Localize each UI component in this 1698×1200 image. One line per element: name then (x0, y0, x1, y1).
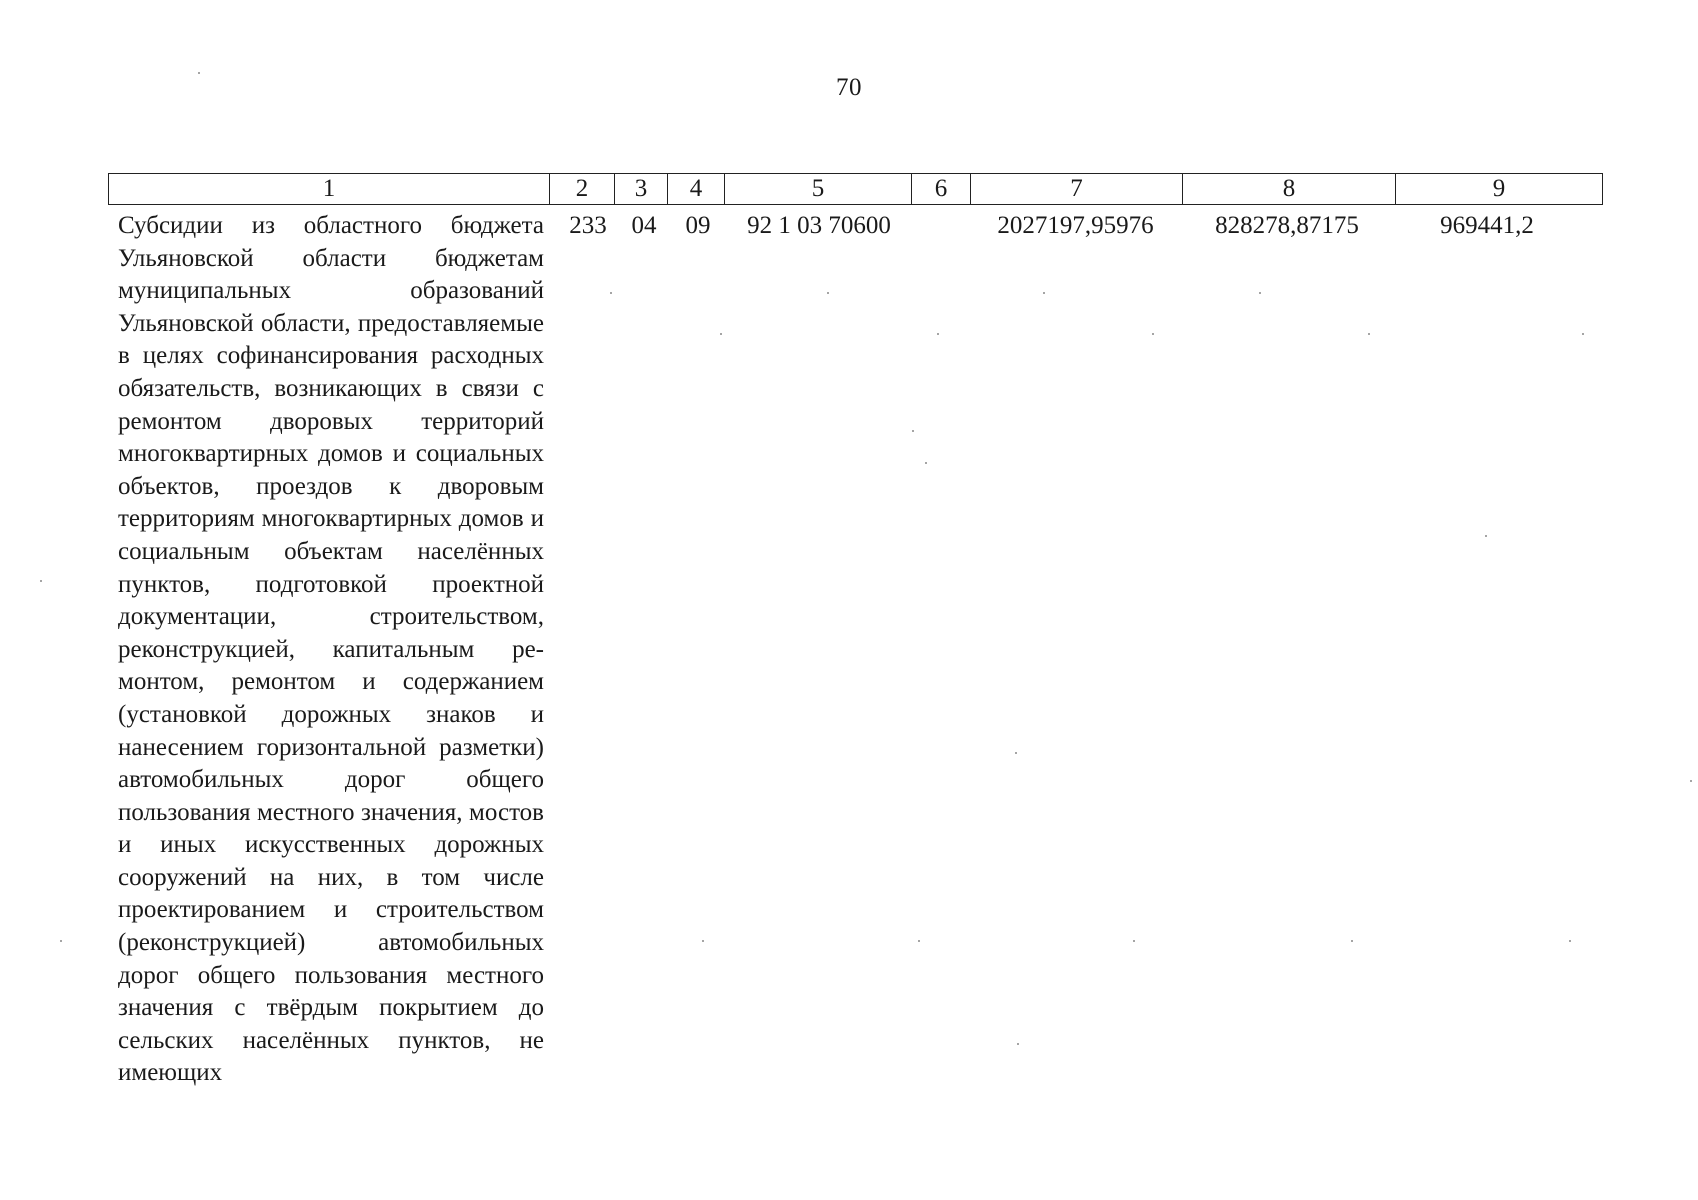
row-col-9: 969441,2 (1440, 212, 1534, 239)
header-col-2: 2 (550, 174, 615, 205)
header-col-3: 3 (615, 174, 668, 205)
column-number-header (108, 173, 1603, 205)
header-col-4: 4 (668, 174, 725, 205)
row-col-8: 828278,87175 (1215, 212, 1359, 239)
row-col-7: 2027197,95976 (997, 212, 1154, 239)
row-col-4: 09 (685, 212, 711, 239)
header-col-8: 8 (1183, 174, 1396, 205)
header-row (109, 174, 1603, 205)
row-col-3: 04 (631, 212, 657, 239)
header-col-1: 1 (109, 174, 550, 205)
row-col-2: 233 (569, 212, 607, 239)
header-col-5: 5 (725, 174, 912, 205)
header-col-7: 7 (971, 174, 1183, 205)
row-description: Субсидии из областного бюджета Ульяновской области бюджетам муниципальных образований Ульяновской области, предоставляемые в целях софинансирования расходных обязательств, возникающих в связи с ремонтом дворовых территорий многоквартирных домов и социальных объектов, проездов к дворовым территориям многоквартирных домов и социальным объектам населённых пунктов, подготовкой проектной документации, строительством, реконструкцией, капитальным ремонтом, ремонтом и содержанием (установкой дорожных знаков и нанесением горизонтальной разметки) автомобильных дорог общего пользования местного значения, мостов и иных искусственных дорожных сооружений на них, в том числе проектированием и строительством (реконструкцией) автомобильных дорог общего пользования местного значения с твёрдым покрытием до сельских населённых пунктов, не имеющих (118, 212, 544, 1087)
row-col-5: 92 1 03 70600 (747, 212, 891, 239)
page-number: 70 (836, 74, 862, 101)
header-col-6: 6 (912, 174, 971, 205)
header-col-9: 9 (1396, 174, 1603, 205)
